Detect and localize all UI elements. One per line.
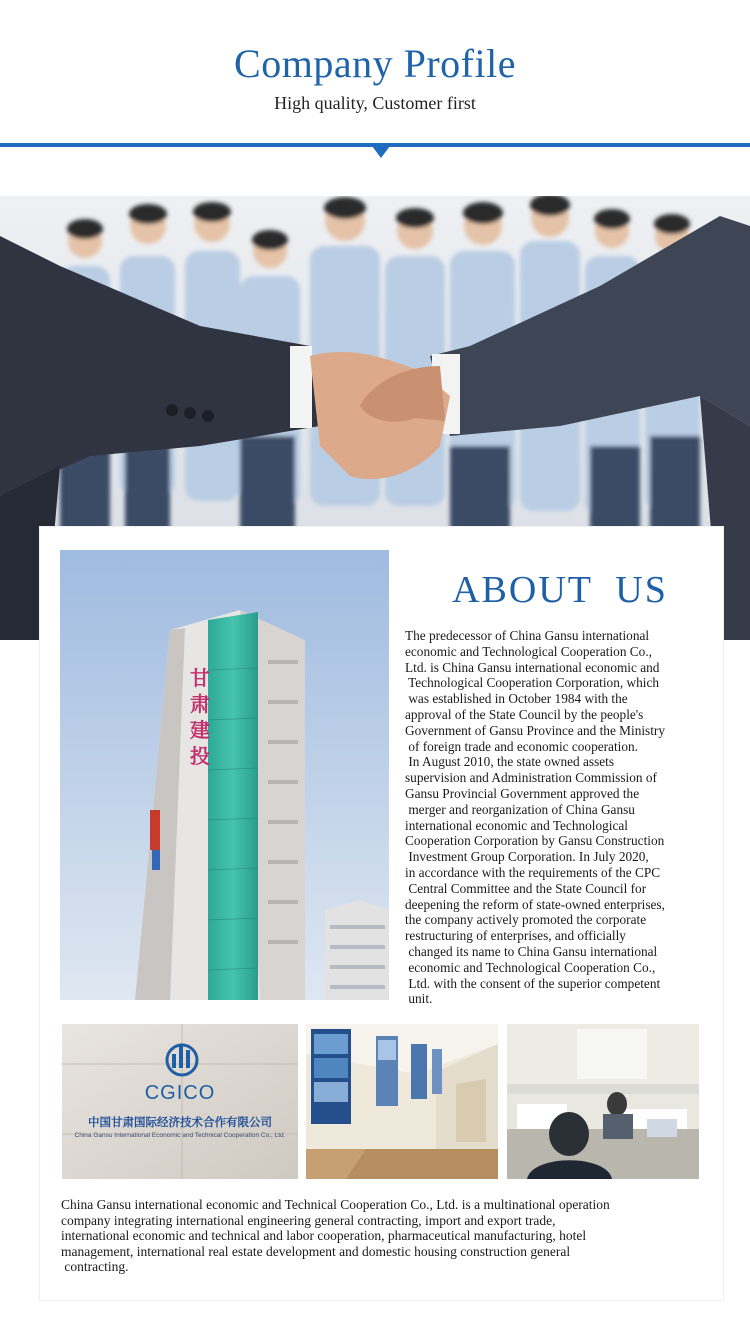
divider-arrow-icon: [372, 146, 390, 158]
company-logo-wall-image: [62, 1024, 298, 1179]
summary-line: China Gansu international economic and Technical Cooperation Co., Ltd. is a multinational operation: [61, 1197, 610, 1212]
about-line: international economic and Technological: [405, 817, 628, 833]
summary-line: contracting.: [61, 1259, 129, 1275]
about-line: Gansu Provincial Government approved the: [405, 785, 640, 801]
about-line: Technological Cooperation Corporation, which: [405, 675, 659, 691]
page-header: [0, 0, 750, 160]
summary-line: international economic and technical and labor cooperation, pharmaceutical manufacturing, hotel: [61, 1228, 587, 1244]
building-sign-char: 投: [190, 744, 210, 768]
about-line: merger and reorganization of China Gansu: [405, 801, 635, 817]
headquarters-building-image: [60, 550, 389, 1000]
about-line: was established in October 1984 with the: [405, 691, 628, 707]
logo-brand: CGICO: [144, 1082, 216, 1104]
about-paragraph: [405, 628, 720, 1007]
about-line: Investment Group Corporation. In July 2020,: [405, 849, 649, 865]
about-line: restructuring of enterprises, and officially: [405, 928, 626, 944]
about-line: In August 2010, the state owned assets: [405, 754, 615, 770]
building-sign-char: 甘: [190, 666, 210, 690]
about-line: in accordance with the requirements of the CPC: [405, 864, 661, 880]
summary-line: company integrating international engineering general contracting, import and export trade,: [61, 1212, 556, 1228]
about-line: deepening the reform of state-owned enterprises,: [405, 896, 665, 912]
about-line: approval of the State Council by the people's: [405, 706, 644, 722]
about-line: economic and Technological Cooperation Co.,: [405, 959, 656, 975]
about-line: The predecessor of China Gansu international: [405, 628, 650, 643]
about-line: Central Committee and the State Council for: [405, 880, 647, 896]
about-line: Ltd. with the consent of the superior competent: [405, 975, 661, 991]
about-line: Government of Gansu Province and the Ministry: [405, 722, 665, 738]
about-line: the company actively promoted the corporate: [405, 912, 647, 928]
logo-english-name: China Gansu International Economic and Technical Cooperation Co., Ltd.: [74, 1132, 286, 1139]
about-line: unit.: [405, 991, 433, 1007]
page-title: Company Profile: [234, 41, 516, 86]
about-line: economic and Technological Cooperation Co.,: [405, 643, 652, 659]
office-workspace-image: [507, 1024, 699, 1179]
summary-line: management, international real estate development and domestic housing construction general: [61, 1243, 571, 1259]
building-sign-char: 肃: [190, 692, 210, 716]
about-line: supervision and Administration Commission of: [405, 770, 657, 786]
building-sign: [190, 665, 216, 769]
office-corridor-image: [306, 1024, 498, 1179]
about-heading: ABOUT US: [452, 569, 668, 611]
building-sign-char: 建: [190, 718, 210, 742]
company-summary: [61, 1197, 711, 1275]
logo-chinese-name: 中国甘肃国际经济技术合作有限公司: [88, 1115, 272, 1129]
page-subtitle: High quality, Customer first: [274, 93, 476, 113]
about-line: changed its name to China Gansu international: [405, 943, 658, 959]
about-line: Ltd. is China Gansu international economic and: [405, 659, 660, 675]
about-line: Cooperation Corporation by Gansu Construction: [405, 833, 665, 849]
about-line: of foreign trade and economic cooperation.: [405, 738, 638, 754]
